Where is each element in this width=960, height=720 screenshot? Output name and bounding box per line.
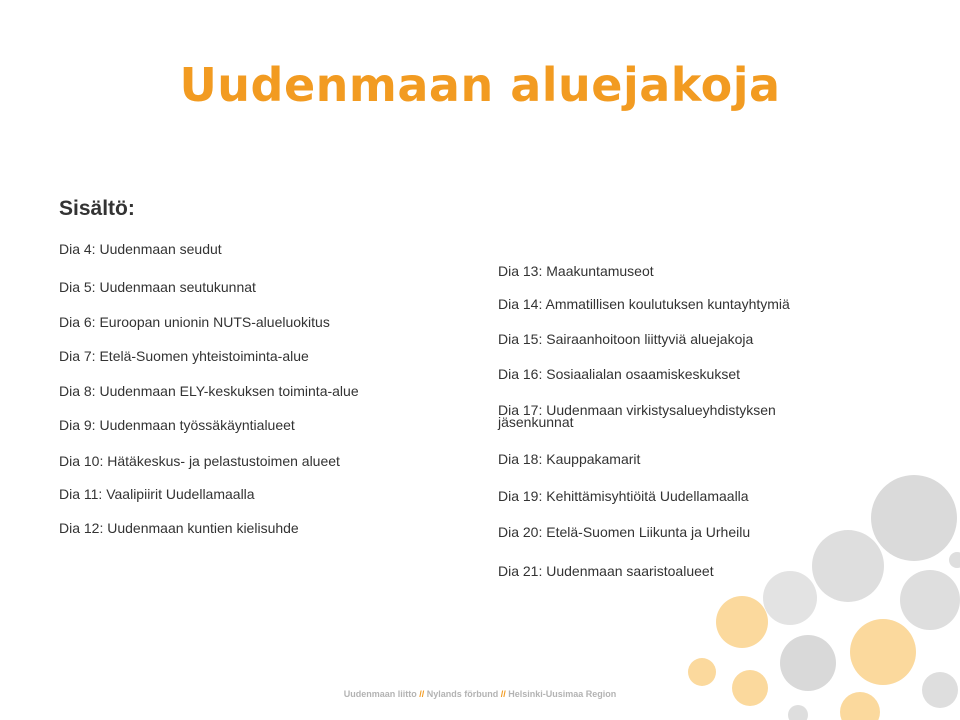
toc-item: Dia 4: Uudenmaan seudut	[59, 241, 222, 257]
footer-separator: //	[498, 689, 509, 699]
decor-circle	[850, 619, 916, 685]
toc-item: Dia 5: Uudenmaan seutukunnat	[59, 279, 256, 295]
toc-item: Dia 8: Uudenmaan ELY-keskuksen toiminta-alue	[59, 383, 359, 399]
decor-circle	[788, 705, 808, 720]
decor-circle	[732, 670, 768, 706]
toc-item: Dia 16: Sosiaalialan osaamiskeskukset	[498, 366, 741, 382]
footer-org-fi: Uudenmaan liitto	[343, 689, 417, 699]
footer-org-en: Helsinki-Uusimaa Region	[508, 689, 617, 699]
toc-item: Dia 11: Vaalipiirit Uudellamaalla	[59, 486, 255, 502]
toc-item: Dia 17: Uudenmaan virkistysalueyhdistyksen jäsenkunnat	[498, 402, 776, 430]
footer-organization-names	[0, 689, 960, 699]
toc-item: Dia 18: Kauppakamarit	[498, 451, 641, 467]
decor-circle	[900, 570, 960, 630]
toc-item: Dia 13: Maakuntamuseot	[498, 263, 654, 279]
toc-item: Dia 15: Sairaanhoitoon liittyviä aluejakoja	[498, 331, 754, 347]
decor-circle	[780, 635, 836, 691]
toc-item: Dia 21: Uudenmaan saaristoalueet	[498, 563, 714, 579]
toc-item: Dia 19: Kehittämisyhtiöitä Uudellamaalla	[498, 488, 749, 504]
toc-item: Dia 9: Uudenmaan työssäkäyntialueet	[59, 417, 295, 433]
toc-item: Dia 6: Euroopan unionin NUTS-alueluokitus	[59, 314, 330, 330]
decor-circle	[949, 552, 960, 568]
decor-circle	[812, 530, 884, 602]
decor-circle	[716, 596, 768, 648]
decor-circle	[871, 475, 957, 561]
decor-circle	[763, 571, 817, 625]
toc-item: Dia 12: Uudenmaan kuntien kielisuhde	[59, 520, 299, 536]
footer-separator: //	[416, 689, 427, 699]
slide-title: Uudenmaan aluejakoja	[179, 58, 781, 112]
toc-item: Dia 10: Hätäkeskus- ja pelastustoimen alueet	[59, 453, 340, 469]
footer-org-sv: Nylands förbund	[426, 689, 499, 699]
toc-item: Dia 7: Etelä-Suomen yhteistoiminta-alue	[59, 348, 309, 364]
toc-item: Dia 20: Etelä-Suomen Liikunta ja Urheilu	[498, 524, 751, 540]
decor-circle	[688, 658, 716, 686]
toc-heading: Sisältö:	[59, 197, 135, 220]
toc-item: Dia 14: Ammatillisen koulutuksen kuntayhtymiä	[498, 296, 790, 312]
